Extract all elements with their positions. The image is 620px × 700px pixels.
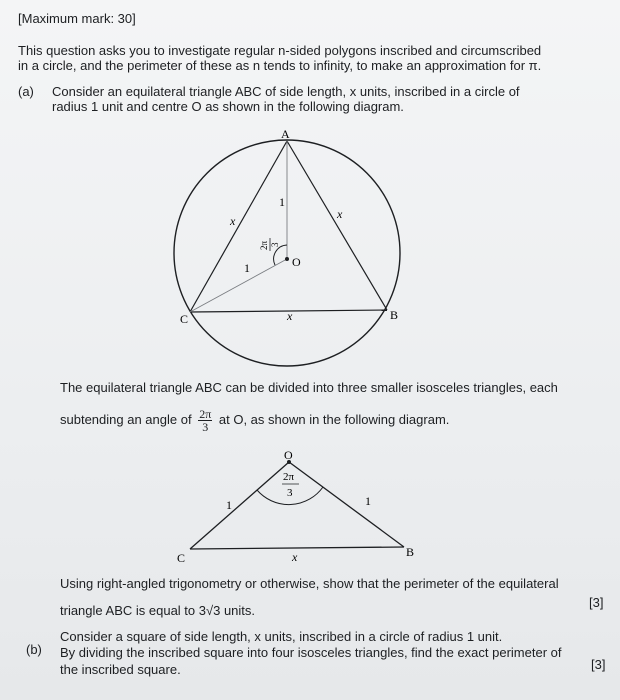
intro-line-2: in a circle, and the perimeter of these as n tends to infinity, to make an approximation for π. xyxy=(18,58,542,73)
isosceles-triangle-diagram xyxy=(170,440,420,570)
part-a-label: (a) xyxy=(18,84,34,99)
fraction-den: 3 xyxy=(202,420,209,434)
para2-line-1: The equilateral triangle ABC can be divided into three smaller isosceles triangles, each xyxy=(60,380,558,395)
label-a: A xyxy=(281,127,290,141)
para2-line-2 xyxy=(60,408,449,433)
side-ab xyxy=(287,141,387,310)
label-x-right: x xyxy=(337,207,343,221)
centre-point xyxy=(285,257,289,261)
part-b-line-1: Consider a square of side length, x units, inscribed in a circle of radius 1 unit. xyxy=(60,629,503,644)
side-ca xyxy=(190,141,287,312)
max-mark: [Maximum mark: 30] xyxy=(18,11,136,26)
fraction-num: 2π xyxy=(199,407,212,421)
label-o2: O xyxy=(284,448,293,462)
part-a-line-2: radius 1 unit and centre O as shown in the following diagram. xyxy=(52,99,404,114)
task-line-1: Using right-angled trigonometry or otherwise, show that the perimeter of the equilateral xyxy=(60,576,559,591)
label-x-left: x xyxy=(230,214,236,228)
angle-fraction xyxy=(198,408,212,433)
side-cb2 xyxy=(190,547,404,549)
intro-line-1: This question asks you to investigate regular n-sided polygons inscribed and circumscribed xyxy=(18,43,542,58)
angle-den-2: 3 xyxy=(287,487,293,499)
label-x-bottom-2: x xyxy=(292,550,298,564)
label-side-left-2: 1 xyxy=(226,498,232,512)
angle-den: 3 xyxy=(270,242,280,247)
side-ob xyxy=(289,462,404,547)
label-o: O xyxy=(292,255,301,269)
part-b-line-2: By dividing the inscribed square into four isosceles triangles, find the exact perimeter of xyxy=(60,645,562,660)
label-b: B xyxy=(390,308,399,322)
task-line-2: triangle ABC is equal to 3√3 units. xyxy=(60,603,256,618)
para2-line-2-pre: subtending an angle of xyxy=(60,411,192,427)
label-side-right-2: 1 xyxy=(365,494,371,508)
label-c: C xyxy=(180,312,189,326)
side-oc xyxy=(190,462,289,549)
label-x-bottom: x xyxy=(287,309,293,323)
para2-line-2-post: at O, as shown in the following diagram. xyxy=(218,411,450,427)
label-radius-top: 1 xyxy=(279,195,285,209)
angle-num: 2π xyxy=(259,240,269,250)
part-a-line-1: Consider an equilateral triangle ABC of side length, x units, inscribed in a circle of xyxy=(52,84,520,99)
label-radius-left: 1 xyxy=(244,261,250,275)
angle-arc xyxy=(274,245,287,265)
label-c2: C xyxy=(177,551,186,565)
inscribed-triangle-diagram xyxy=(170,124,410,374)
part-b-label: (b) xyxy=(26,642,42,657)
label-b2: B xyxy=(406,545,415,559)
part-b-line-3: the inscribed square. xyxy=(60,662,181,677)
part-b-marks: [3] xyxy=(591,657,606,672)
angle-num-2: 2π xyxy=(283,471,295,483)
part-a-marks: [3] xyxy=(589,595,604,610)
